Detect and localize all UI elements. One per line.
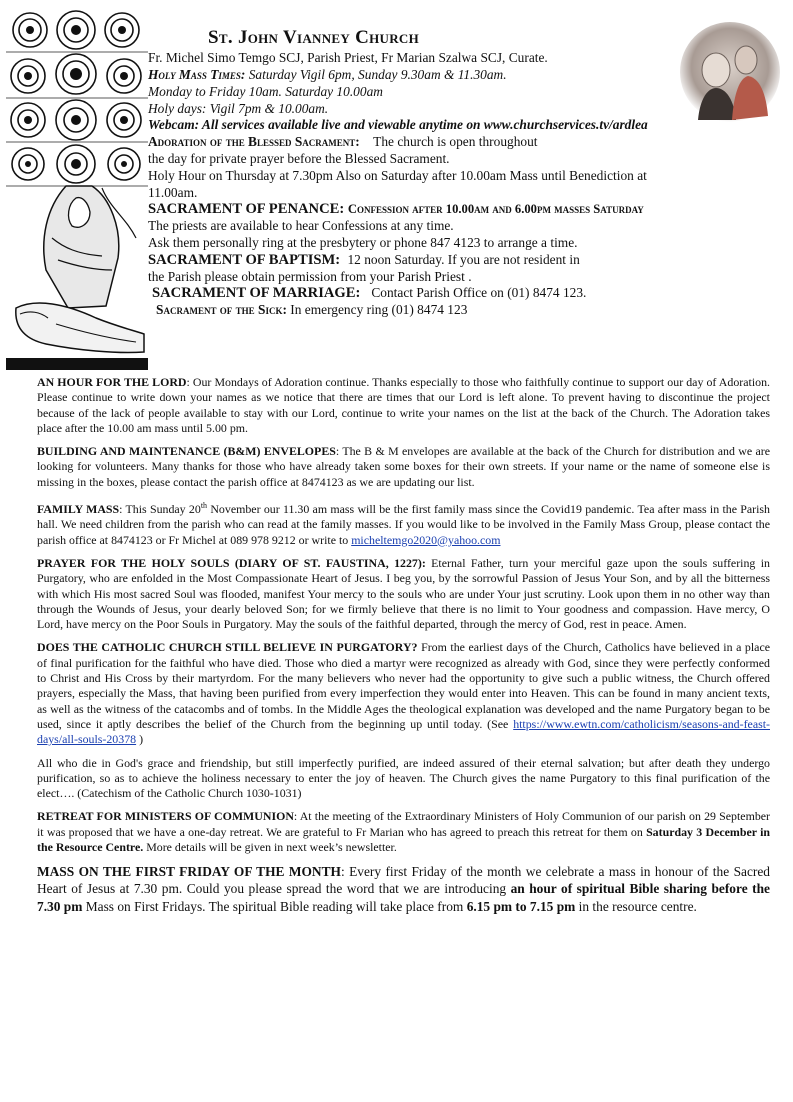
notice-text: More details will be given in next week’s newsletter.: [143, 839, 397, 854]
adoration-line-2: the day for private prayer before the Blessed Sacrament.: [148, 150, 450, 166]
marriage-value: Contact Parish Office on (01) 8474 123.: [371, 285, 587, 301]
penance-label: SACRAMENT OF PENANCE:: [148, 201, 345, 218]
notice-hour-for-the-lord: [37, 375, 770, 436]
penance-line-2: The priests are available to hear Confessions at any time.: [148, 218, 454, 234]
baptism-line: [148, 252, 788, 269]
notice-title: AN HOUR FOR THE LORD: [37, 375, 187, 389]
mass-times-line: [148, 67, 788, 84]
notice-text: From the earliest days of the Church, Catholics have believed in a place of final purification for the faithful who have died. Those who died a martyr were recognized as already with God, since they were perfectly conformed to Christ and His Cross by their martyrdom. For the many believers who never had the opportunity to give such a public witness, the Church offered prayers, especially the Mass, that having been purified from every imperfection they would enter into Heaven. This can be found in many ancient texts, as well as the witness of the catacombs and of tombs. In the Middle Ages the theological explanation was developed and the name Purgatory began to be used, since it aptly describes the belief of the Church from the beginning up until today. (See: [37, 640, 771, 731]
notice-emphasis: Saturday 3 December in the Resource Centre.: [37, 824, 770, 854]
ewtn-link[interactable]: https://www.ewtn.com/catholicism/seasons-and-feast-days/all-souls-20378: [37, 716, 770, 747]
notice-title: MASS ON THE FIRST FRIDAY OF THE MONTH: [37, 864, 341, 880]
notices-body: [37, 375, 770, 923]
mass-times-value: Saturday Vigil 6pm, Sunday 9.30am & 11.30am.: [248, 67, 507, 82]
notice-text: Mass on First Fridays. The spiritual Bible reading will take place from: [82, 898, 467, 914]
notice-title: DOES THE CATHOLIC CHURCH STILL BELIEVE IN PURGATORY?: [37, 640, 418, 655]
webcam-info: Webcam: All services available live and viewable anytime on www.churchservices.tv/ardlea: [148, 117, 648, 133]
adoration-value: The church is open throughout: [373, 134, 538, 150]
church-name: St. John Vianney Church: [208, 27, 420, 48]
penance-value: Confession after 10.00am and 6.00pm masses Saturday: [347, 202, 644, 217]
adoration-line: [148, 134, 788, 151]
notice-emphasis: an hour of spiritual Bible sharing before the 7.30 pm: [37, 881, 770, 914]
parish-info-header: [148, 27, 788, 319]
pieta-illustration: [6, 8, 148, 370]
holy-days-times: Holy days: Vigil 7pm & 10.00am.: [148, 100, 329, 116]
baptism-label: SACRAMENT OF BAPTISM:: [148, 251, 341, 268]
email-link[interactable]: micheltemgo2020@yahoo.com: [351, 532, 501, 547]
mass-times-label: Holy Mass Times:: [148, 67, 246, 82]
notice-text: : Our Mondays of Adoration continue. Thanks especially to those who faithfully continue to support our day of Adoration. Please continue to write down your names as we notice that there are times that our Lord is left alone. To prevent having to discontinue the project because of the lack of people available to stay with our Lord, continue to write your names on the list at the back of the Church. The Adoration takes place after the 10.00 am mass until 5.00 pm.: [37, 375, 770, 435]
holy-hour-line-2: 11.00am.: [148, 184, 198, 200]
notice-text: ): [136, 732, 144, 747]
penance-line: [148, 201, 788, 218]
notice-text: Eternal Father, turn your merciful gaze upon the souls suffering in Purgatory, who are enfolded in the Most Compassionate Heart of Jesus. I beg you, by the sorrowful Passion of Jesus Your Son, and by all the bitterness with which His most sacred Soul was flooded, manifest Your mercy to the souls who are under Your just scrutiny. Look upon them in no other way than through the Wounds of Jesus, your dearly beloved Son; for we firmly believe that there is no limit to Your goodness and compassion. Have mercy, O Lord, have mercy on the Poor Souls in Purgatory. May the souls of the faithful departed, through the mercy of God, rest in peace. Amen.: [37, 555, 770, 632]
notice-title: BUILDING AND MAINTENANCE (B&M) ENVELOPES: [37, 444, 336, 459]
notice-title: RETREAT FOR MINISTERS OF COMMUNION: [37, 809, 294, 824]
sick-line: [148, 302, 788, 319]
notice-title: PRAYER FOR THE HOLY SOULS (DIARY OF ST. FAUSTINA, 1227):: [37, 555, 426, 570]
notice-purgatory: [37, 640, 770, 747]
holy-hour-line-1: Holy Hour on Thursday at 7.30pm Also on Saturday after 10.00am Mass until Benediction at: [148, 167, 647, 183]
notice-title: FAMILY MASS: [37, 502, 120, 517]
penance-line-3: Ask them personally ring at the presbytery or phone 847 4123 to arrange a time.: [148, 234, 578, 250]
notice-bm-envelopes: [37, 444, 770, 490]
notice-text: : At the meeting of the Extraordinary Ministers of Holy Communion of our parish on 29 September it was proposed that we have a one-day retreat. We are grateful to Fr Marian who has agreed to preach this retreat for them on: [37, 809, 770, 839]
sick-value: In emergency ring (01) 8474 123: [290, 302, 468, 318]
ordinal-suffix: th: [200, 501, 208, 511]
notice-text: : This Sunday 20: [119, 502, 201, 517]
clergy-line: Fr. Michel Simo Temgo SCJ, Parish Priest, Fr Marian Szalwa SCJ, Curate.: [148, 50, 548, 66]
notice-holy-souls-prayer: [37, 556, 770, 632]
baptism-line-2: the Parish please obtain permission from your Parish Priest .: [148, 268, 472, 284]
weekday-times: Monday to Friday 10am. Saturday 10.00am: [148, 83, 383, 99]
notice-emphasis: 6.15 pm to 7.15 pm: [466, 898, 576, 914]
sick-label: Sacrament of the Sick:: [156, 302, 287, 318]
marriage-label: SACRAMENT OF MARRIAGE:: [152, 285, 361, 302]
baptism-value: 12 noon Saturday. If you are not resident in: [347, 251, 580, 267]
notice-text: : Every first Friday of the month we celebrate a mass in honour of the Sacred Heart of Jesus at 7.30 pm. Could you please spread the word that we are introducing: [37, 864, 771, 897]
notice-family-mass: [37, 498, 770, 548]
marriage-line: [148, 285, 788, 302]
adoration-label: Adoration of the Blessed Sacrament:: [148, 134, 360, 150]
notice-text: : The B & M envelopes are available at the back of the Church for distribution and we are looking for volunteers. Many thanks for those who have already taken some boxes for their own streets. If your name or the name of someone else is missing in the boxes, please contact the parish office at 8474123 as we are updating our list.: [37, 444, 770, 489]
notice-first-friday: [37, 863, 770, 915]
notice-catechism-quote: [37, 756, 770, 802]
notice-text: All who die in God's grace and friendship, but still imperfectly purified, are indeed assured of their eternal salvation; but after death they undergo purification, so as to achieve the holiness necessary to enter the joy of heaven. The Church gives the name Purgatory to this final purification of the elect…. (Catechism of the Catholic Church 1030-1031): [37, 755, 770, 801]
notice-retreat: [37, 809, 770, 855]
notice-text: November our 11.30 am mass will be the first family mass since the Covid19 pandemic. Tea after mass in the Parish hall. We need children from the parish who can read at the family masses. If you would like to be involved in the Family Mass Group, please contact the parish office at 8474123 or Fr Michel at 089 978 9212 or write to: [37, 502, 770, 547]
notice-text: in the resource centre.: [575, 898, 697, 914]
